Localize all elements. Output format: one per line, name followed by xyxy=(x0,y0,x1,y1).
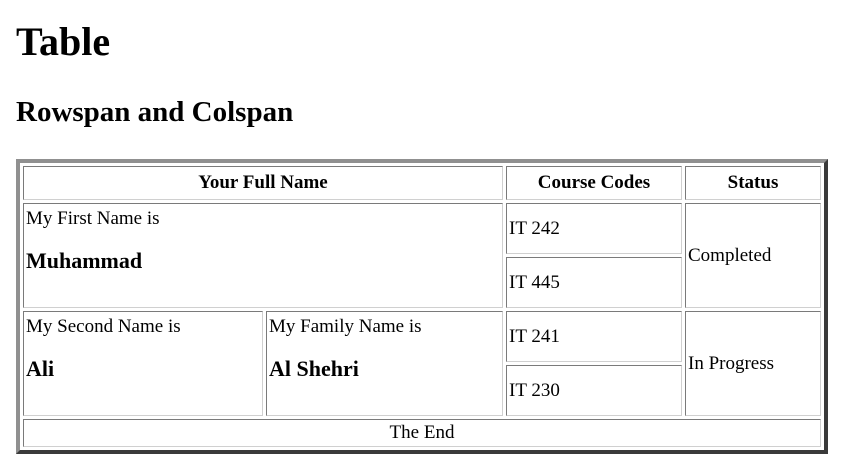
family-name-cell xyxy=(266,311,503,416)
course-code-cell: IT 230 xyxy=(506,365,682,416)
first-name-cell xyxy=(23,203,503,308)
second-name-value: Ali xyxy=(26,356,55,381)
course-code-cell: IT 445 xyxy=(506,257,682,308)
page-subtitle: Rowspan and Colspan xyxy=(16,96,294,128)
course-code-cell: IT 242 xyxy=(506,203,682,254)
status-cell: Completed xyxy=(685,203,821,308)
family-name-value: Al Shehri xyxy=(269,356,359,381)
course-code-cell: IT 241 xyxy=(506,311,682,362)
second-name-label: My Second Name is xyxy=(26,316,181,337)
header-full-name: Your Full Name xyxy=(23,166,503,200)
footer-row xyxy=(23,419,821,447)
first-name-label: My First Name is xyxy=(26,208,160,229)
second-name-cell xyxy=(23,311,263,416)
first-name-value: Muhammad xyxy=(26,248,143,273)
status-cell: In Progress xyxy=(685,311,821,416)
table-row xyxy=(23,203,821,254)
header-status: Status xyxy=(685,166,821,200)
footer-cell: The End xyxy=(23,419,821,447)
page-title: Table xyxy=(16,19,111,64)
header-course-codes: Course Codes xyxy=(506,166,682,200)
header-row xyxy=(23,166,821,200)
rowspan-colspan-table xyxy=(16,159,828,454)
family-name-label: My Family Name is xyxy=(269,316,422,337)
table-row xyxy=(23,311,821,362)
